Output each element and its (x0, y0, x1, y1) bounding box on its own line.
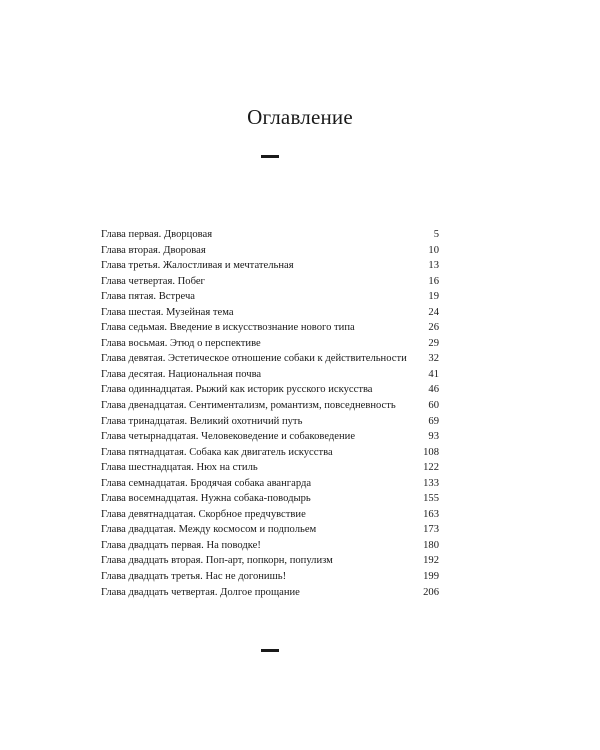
toc-entry-page: 180 (423, 539, 439, 551)
toc-entry (101, 351, 439, 367)
toc-entry-page: 206 (423, 586, 439, 598)
toc-entry (101, 258, 439, 274)
toc-entry-page: 192 (423, 555, 439, 567)
toc-entry-title: Глава шестнадцатая. Нюх на стиль (101, 462, 258, 474)
toc-entry-page: 46 (428, 384, 439, 396)
toc-entry-title: Глава семнадцатая. Бродячая собака авангарда (101, 477, 312, 489)
toc-entry (101, 398, 439, 414)
toc-entry (101, 320, 439, 336)
toc-entry-page: 199 (423, 571, 439, 583)
toc-entry-title: Глава двадцать четвертая. Долгое прощание (101, 586, 300, 598)
toc-entry-page: 133 (423, 477, 439, 489)
toc-entry-title: Глава двадцать третья. Нас не догонишь! (101, 571, 287, 583)
toc-entry-page: 108 (423, 446, 439, 458)
toc-entry (101, 538, 439, 554)
toc-entry-page: 41 (428, 368, 439, 380)
toc-entry (101, 336, 439, 352)
toc-entry-page: 155 (423, 493, 439, 505)
toc-entry (101, 522, 439, 538)
toc-entry (101, 367, 439, 383)
toc-entry (101, 305, 439, 321)
toc-entry-title: Глава четвертая. Побег (101, 275, 205, 287)
toc-entry-title: Глава пятнадцатая. Собака как двигатель искусства (101, 446, 333, 458)
toc-entry-title: Глава седьмая. Введение в искусствознание нового типа (101, 322, 355, 334)
toc-entry-title: Глава двадцатая. Между космосом и подпольем (101, 524, 317, 536)
toc-entry (101, 491, 439, 507)
toc-entry-title: Глава десятая. Национальная почва (101, 368, 262, 380)
toc-entry (101, 243, 439, 259)
toc-entry (101, 414, 439, 430)
toc-entry (101, 382, 439, 398)
toc-entry (101, 274, 439, 290)
toc-entry-page: 26 (428, 322, 439, 334)
toc-entry-title: Глава двадцать первая. На поводке! (101, 539, 261, 551)
toc-entry-title: Глава девятая. Эстетическое отношение собаки к действительности (101, 353, 407, 365)
toc-entry-title: Глава восьмая. Этюд о перспективе (101, 337, 261, 349)
toc-entry-title: Глава первая. Дворцовая (101, 229, 213, 240)
toc-entry-page: 19 (428, 291, 439, 303)
toc-entry-page: 122 (423, 462, 439, 474)
toc-entry-title: Глава третья. Жалостливая и мечтательная (101, 260, 294, 272)
toc-entry-title: Глава вторая. Дворовая (101, 244, 206, 256)
toc-entry-title: Глава восемнадцатая. Нужна собака-поводырь (101, 493, 311, 505)
toc-entry-title: Глава тринадцатая. Великий охотничий путь (101, 415, 303, 427)
toc-entry-page: 69 (428, 415, 439, 427)
toc-entry-title: Глава двадцать вторая. Поп-арт, попкорн, популизм (101, 555, 333, 567)
toc-entry-page: 24 (428, 306, 439, 318)
toc-entry (101, 585, 439, 601)
toc-entry (101, 569, 439, 585)
toc-entry-page: 32 (428, 353, 439, 365)
toc-entry-page: 10 (428, 244, 439, 256)
toc-entry (101, 227, 439, 243)
toc-entry-title: Глава четырнадцатая. Человековедение и собаковедение (101, 431, 356, 443)
toc-entry (101, 289, 439, 305)
toc-entry-title: Глава шестая. Музейная тема (101, 306, 234, 318)
toc-entry-page: 13 (428, 260, 439, 272)
toc-entry-page: 29 (428, 337, 439, 349)
toc-entry-title: Глава девятнадцатая. Скорбное предчувствие (101, 508, 306, 520)
toc-entry (101, 553, 439, 569)
table-of-contents (101, 227, 439, 600)
bottom-divider (261, 649, 279, 652)
toc-entry (101, 460, 439, 476)
toc-entry (101, 476, 439, 492)
toc-entry-page: 163 (423, 508, 439, 520)
toc-entry-page: 60 (428, 400, 439, 412)
toc-entry-page: 5 (433, 229, 439, 240)
toc-entry-page: 16 (428, 275, 439, 287)
toc-entry (101, 429, 439, 445)
toc-entry-title: Глава одиннадцатая. Рыжий как историк русского искусства (101, 384, 373, 396)
toc-entry-page: 93 (428, 431, 439, 443)
page-title: Оглавление (247, 105, 353, 129)
toc-entry-title: Глава двенадцатая. Сентиментализм, романтизм, повседневность (101, 400, 396, 412)
toc-entry-page: 173 (423, 524, 439, 536)
toc-entry (101, 507, 439, 523)
toc-entry (101, 445, 439, 461)
title-divider (261, 155, 279, 158)
toc-entry-title: Глава пятая. Встреча (101, 291, 195, 303)
